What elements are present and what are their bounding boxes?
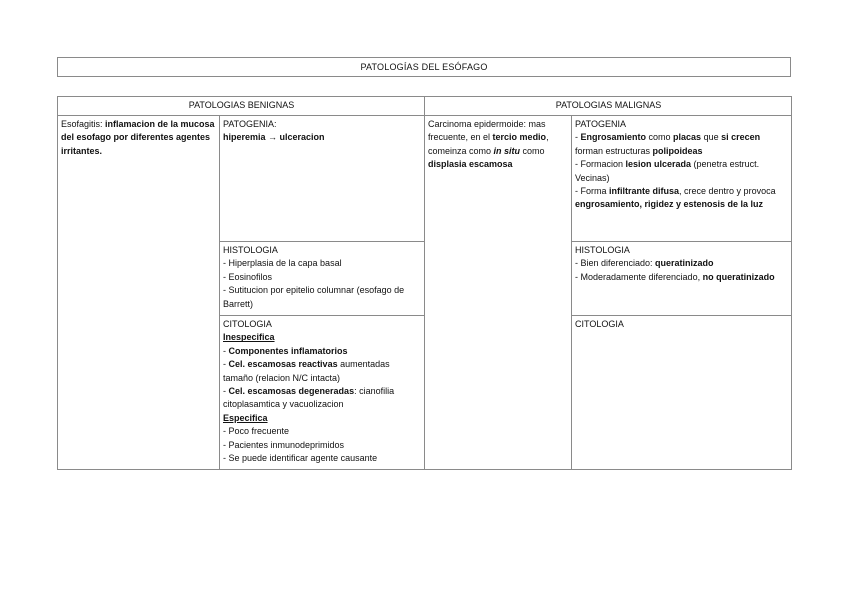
benign-histologia-item: - Sutitucion por epitelio columnar (esofago de Barrett)	[223, 285, 405, 309]
inespecifica-item: - Cel. escamosas reactivas aumentadas tamaño (relacion N/C intacta)	[223, 359, 390, 383]
malign-disease-p2: , comeinza como	[428, 132, 549, 156]
benign-histologia-item: - Eosinofilos	[223, 271, 273, 282]
malign-histologia-list	[575, 257, 789, 284]
benign-patogenia-label: PATOGENIA:	[223, 119, 277, 129]
row-patogenia	[58, 116, 792, 242]
malign-patogenia-cell	[572, 116, 792, 242]
header-row	[58, 97, 792, 116]
malign-histologia-cell	[572, 242, 792, 316]
benign-patogenia-cell	[220, 116, 425, 242]
benign-disease-name: Esofagitis:	[61, 119, 106, 129]
especifica-item: - Pacientes inmunodeprimidos	[223, 439, 345, 450]
benign-citologia-cell	[220, 316, 425, 470]
malign-patogenia-item: - Formacion lesion ulcerada (penetra estruct. Vecinas)	[575, 159, 760, 183]
malign-citologia-label: CITOLOGIA	[575, 319, 624, 329]
malign-patogenia-label: PATOGENIA	[575, 119, 627, 129]
benign-histologia-cell	[220, 242, 425, 316]
malign-disease-p1: Carcinoma epidermoide: mas frecuente, en el	[428, 119, 546, 143]
benign-disease-desc: inflamacion de la mucosa del esofago por diferentes agentes irritantes.	[61, 119, 215, 156]
header-malignas: PATOLOGIAS MALIGNAS	[425, 97, 792, 116]
malign-patogenia-item: - Engrosamiento como placas que si crecen forman estructuras polipoideas	[575, 132, 761, 156]
malign-disease-b1: tercio medio	[492, 132, 547, 143]
benign-patogenia-text: hiperemia → ulceracion	[223, 132, 325, 143]
pathology-table	[57, 96, 792, 470]
malign-histologia-label: HISTOLOGIA	[575, 245, 630, 255]
especifica-heading: Especifica	[223, 412, 268, 423]
malign-disease-cell	[425, 116, 572, 470]
inespecifica-item: - Cel. escamosas degeneradas: cianofilia citoplasamtica y vacuolizacion	[223, 386, 395, 410]
malign-histologia-item: - Bien diferenciado: queratinizado	[575, 258, 714, 269]
malign-disease-b2: displasia escamosa	[428, 159, 513, 170]
especifica-item: - Se puede identificar agente causante	[223, 453, 378, 464]
malign-citologia-cell	[572, 316, 792, 470]
inespecifica-heading: Inespecifica	[223, 332, 275, 343]
malign-disease-p3: como	[520, 145, 545, 156]
page-title: PATOLOGÍAS DEL ESÓFAGO	[57, 57, 791, 77]
malign-disease-i1: in situ	[493, 145, 521, 156]
header-benignas: PATOLOGIAS BENIGNAS	[58, 97, 425, 116]
benign-histologia-item: - Hiperplasia de la capa basal	[223, 258, 342, 269]
malign-patogenia-item: - Forma infiltrante difusa, crece dentro y provoca engrosamiento, rigidez y estenosis de la luz	[575, 186, 776, 210]
malign-histologia-item: - Moderadamente diferenciado, no queratinizado	[575, 271, 775, 282]
benign-histologia-label: HISTOLOGIA	[223, 245, 278, 255]
benign-citologia-label: CITOLOGIA	[223, 319, 272, 329]
especifica-item: - Poco frecuente	[223, 426, 290, 437]
malign-patogenia-list	[575, 131, 789, 211]
inespecifica-item: - Componentes inflamatorios	[223, 345, 348, 356]
benign-disease-cell	[58, 116, 220, 470]
